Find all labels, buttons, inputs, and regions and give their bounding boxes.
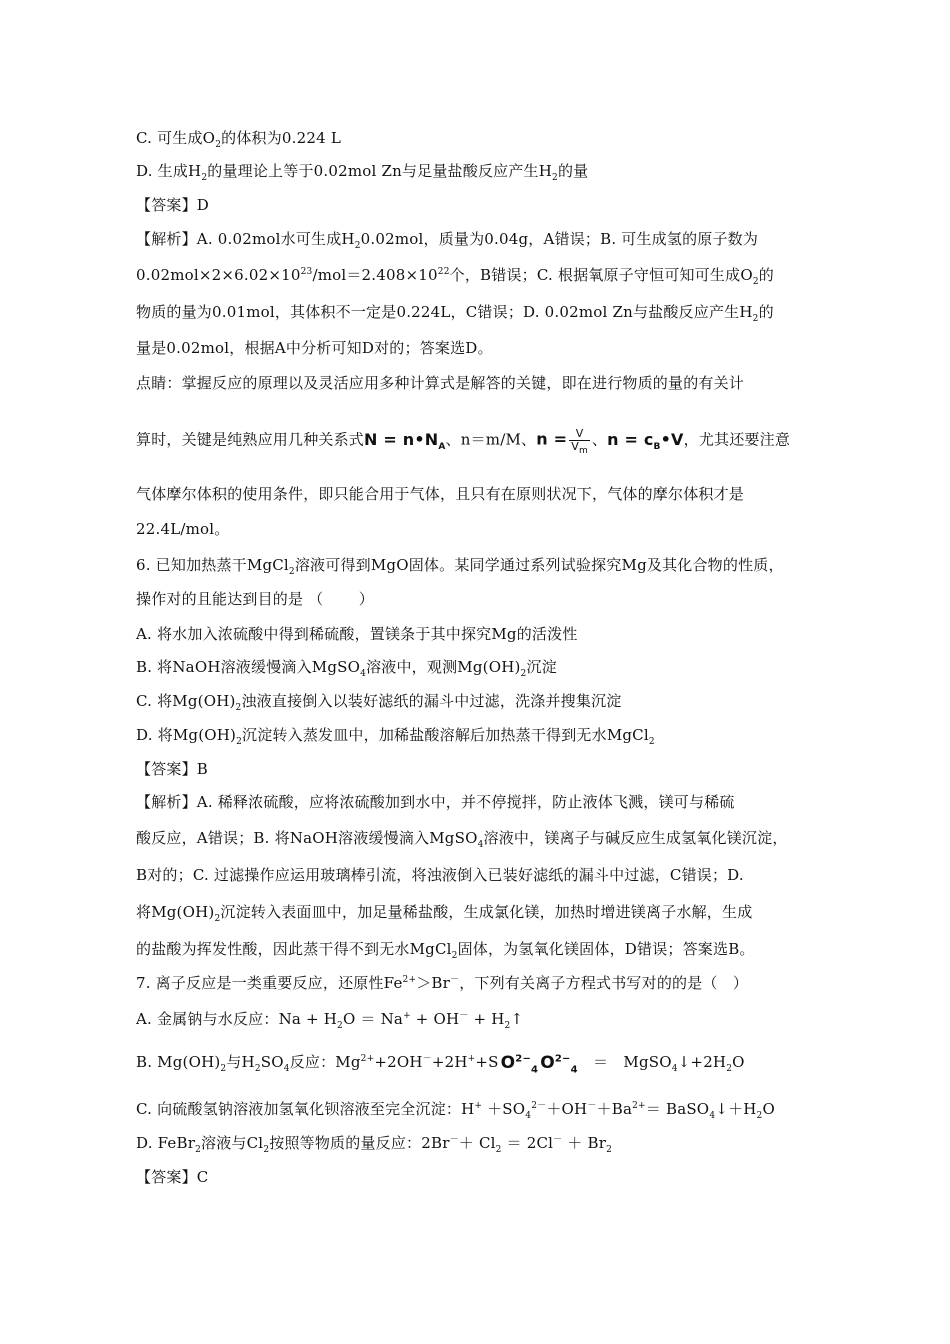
q7-option-d: D. FeBr$_2$溶液与$Cl_2$按照等物质的量反应：$2Br^-+ Cl_2 = 2Cl^- + Br_2$ <box>136 1134 613 1155</box>
q6-answer: 【答案】B <box>136 760 209 778</box>
q7-option-b: B. $Mg(OH)_2$与$H_2SO_4$反应：$Mg^{2+}+2OH^-+2H^++S$ $O^{2-}_4$ $O^{2-}_4$ ＝ $MgSO_4↓+2H_2O$ <box>136 1053 745 1076</box>
tip-line-3: 气体摩尔体积的使用条件，即只能合用于气体，且只有在原则状况下，气体的摩尔体积才是 <box>136 485 745 503</box>
q6-analysis-line-1: 【解析】A. 稀释浓硫酸，应将浓硫酸加到水中，并不停搅拌，防止液体飞溅，镁可与稀硫 <box>136 793 735 811</box>
tip-line-4: 22.4L/mol。 <box>136 520 230 538</box>
analysis-line-2: $0.02mol\times 2\times 6.02\times 10^{23}/mol=2.408\times 10^{22}$个，B错误；C. 根据氧原子守恒可知可生成$O_2$的 <box>136 266 774 287</box>
analysis-line-1: 【解析】A. 0.02mol水可生成$H_20.02mol$，质量为0.04g，A错误；B. 可生成氢的原子数为 <box>136 230 759 251</box>
answer-line: 【答案】D <box>136 196 210 214</box>
fraction-v-vm: $\frac{V}{V_m}$ <box>571 427 588 457</box>
question-7-line: 7. 离子反应是一类重要反应，还原性$Fe^{2+}>Br^-$，下列有关离子方程式书写对的的是（ ） <box>136 974 749 992</box>
q6-option-c: C. 将$Mg(OH)_2$浊液直接倒入以装好滤纸的漏斗中过滤，洗涤并搜集沉淀 <box>136 692 622 713</box>
q7-answer: 【答案】C <box>136 1168 209 1186</box>
q6-analysis-line-3: B对的；C. 过滤操作应运用玻璃棒引流，将浊液倒入已装好滤纸的漏斗中过滤，C错误；D. <box>136 866 744 884</box>
formula-n-v: n = <box>536 429 568 449</box>
q7-option-a: A. 金属钠与水反应：$Na + H_2O = Na^+ + OH^-$ + $H_2↑$ <box>136 1010 524 1031</box>
q6-analysis-line-5: 的盐酸为挥发性酸，因此蒸干得不到无水MgCl$_2$固体，为氢氧化镁固体，D错误；答案选B。 <box>136 940 755 961</box>
question-6-line-1: 6. 已知加热蒸干MgCl$_2$溶液可得到MgO固体。某同学通过系列试验探究Mg及其化合物的性质， <box>136 556 784 577</box>
q6-option-b: B. 将NaOH溶液缓慢滴入MgSO$_4$溶液中，观测$Mg(OH)_2$沉淀 <box>136 658 557 679</box>
formula-n-cb: $n = c_B•V$ <box>607 429 684 452</box>
q6-analysis-line-2: 酸反应，A错误；B. 将NaOH溶液缓慢滴入MgSO$_4$溶液中，镁离子与碱反应生成氢氧化镁沉淀， <box>136 829 788 850</box>
tip-line-1: 点睛：掌握反应的原理以及灵活应用多种计算式是解答的关键，即在进行物质的量的有关计 <box>136 374 745 392</box>
q7-option-c: C. 向硫酸氢钠溶液加氢氧化钡溶液至完全沉淀：$H^+ +SO_4^{2-}+OH^-+Ba^{2+}=$ $BaSO_4↓+H_2O$ <box>136 1100 775 1121</box>
formula-n-nA: $N = n•N_A$ <box>364 429 446 452</box>
option-d-line: D. 生成$H_2$的量理论上等于0.02mol Zn与足量盐酸反应产生$H_2$的量 <box>136 162 589 183</box>
analysis-line-3: 物质的量为0.01mol，其体积不一定是0.224L，C错误；D. 0.02mol Zn与盐酸反应产生$H_2$的 <box>136 303 774 324</box>
sulfate-ion-image-1: $O^{2-}_4$ <box>500 1053 539 1076</box>
analysis-line-4: 量是0.02mol，根据A中分析可知D对的；答案选D。 <box>136 339 493 357</box>
q6-analysis-line-4: 将$Mg(OH)_2$沉淀转入表面皿中，加足量稀盐酸，生成氯化镁，加热时增进镁离子水解，生成 <box>136 903 753 924</box>
option-c-line: C. 可生成$O_2$的体积为0.224 L <box>136 129 341 150</box>
question-6-line-2: 操作对的且能达到目的是 （ ） <box>136 590 374 608</box>
sulfate-ion-image-2: $O^{2-}_4$ <box>540 1053 578 1076</box>
tip-line-2: 算时，关键是纯熟应用几种关系式$N = n•N_A$、n＝m/M、n = $\frac{V}{V_m}$ 、$n = c_B•V$，尤其还要注意 <box>136 427 791 457</box>
q6-option-a: A. 将水加入浓硫酸中得到稀硫酸，置镁条于其中探究Mg的活泼性 <box>136 625 578 643</box>
q6-option-d: D. 将$Mg(OH)_2$沉淀转入蒸发皿中，加稀盐酸溶解后加热蒸干得到无水MgCl$_2$ <box>136 726 655 747</box>
